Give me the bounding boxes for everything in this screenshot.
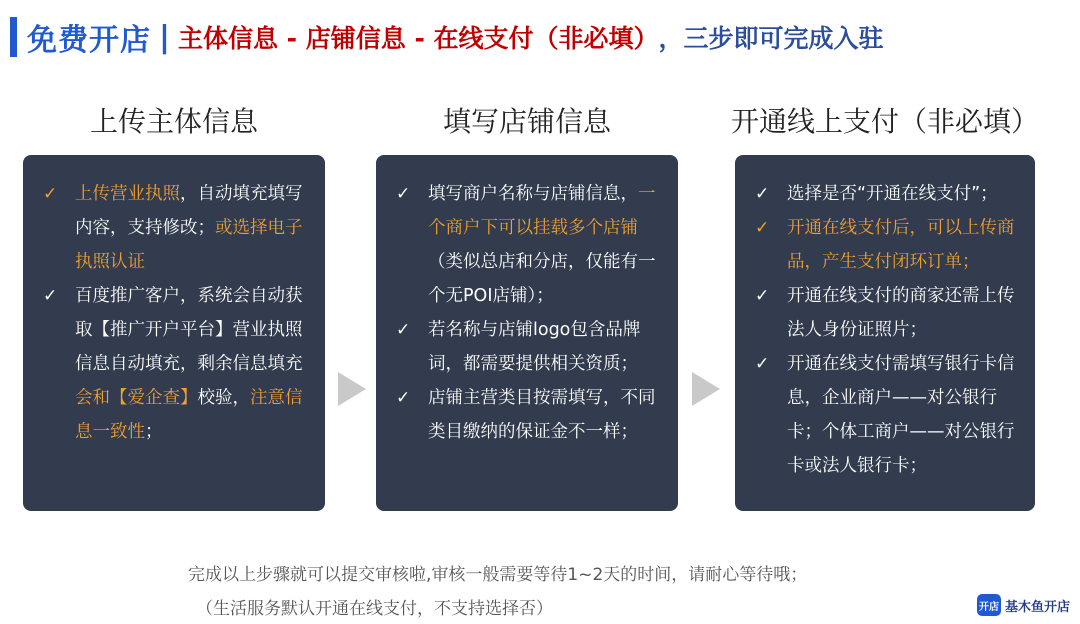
highlight-text: 一个商户下可以挂载多个店铺	[428, 184, 656, 238]
bullet-text-segment: 开通在线支付的商家还需上传法人身份证照片；	[787, 286, 1015, 340]
bullet-item	[755, 177, 1019, 211]
footer-note-line1: 完成以上步骤就可以提交审核啦,审核一般需要等待1~2天的时间，请耐心等待哦；	[188, 565, 808, 585]
highlight-text: 会和【爱企查】	[75, 388, 198, 408]
checkmark-icon: ✓	[755, 218, 770, 238]
checkmark-icon: ✓	[755, 184, 770, 204]
step-2-title: 填写店铺信息	[442, 105, 611, 138]
bullet-text-segment: 店铺主营类目按需填写，不同类目缴纳的保证金不一样；	[428, 388, 656, 442]
highlight-text: 开通在线支付后，可以上传商品，产生支付闭环订单；	[787, 218, 1015, 272]
header-separator: |	[159, 19, 170, 55]
bullet-item	[43, 177, 309, 279]
bullet-text-segment: ；	[145, 422, 163, 442]
bullet-text-segment: 若名称与店铺logo包含品牌词，都需要提供相关资质；	[428, 320, 641, 374]
bullet-text	[428, 177, 662, 313]
step-1-title: 上传主体信息	[89, 105, 258, 138]
step-1-card	[23, 155, 325, 511]
bullet-text	[787, 347, 1019, 483]
step-3-card	[735, 155, 1035, 511]
bullet-item	[396, 381, 662, 449]
checkmark-icon: ✓	[755, 286, 770, 306]
bullet-text-segment: （类似总店和分店，仅能有一个无POI店铺）；	[428, 252, 656, 306]
header-tail-text: ，三步即可完成入驻	[658, 24, 884, 53]
bullet-item	[396, 313, 662, 381]
bullet-text-segment: 百度推广客户，系统会自动获取【推广开户平台】营业执照信息自动填充，剩余信息填充	[75, 286, 303, 374]
header-accent-bar	[10, 17, 17, 57]
bullet-text	[787, 211, 1019, 279]
brand-logo	[977, 594, 1070, 616]
bullet-text	[787, 177, 998, 211]
bullet-text-segment: 选择是否“开通在线支付”；	[787, 184, 998, 204]
logo-badge-icon: 开店	[977, 594, 1001, 616]
bullet-item	[755, 279, 1019, 347]
highlight-text: 或选择电子执照认证	[75, 218, 303, 272]
checkmark-icon: ✓	[396, 388, 411, 408]
header-steps-text: 主体信息 - 店铺信息 - 在线支付（非必填）	[177, 24, 659, 53]
bullet-item	[755, 211, 1019, 279]
bullet-text-segment: 填写商户名称与店铺信息，	[428, 184, 638, 204]
step-2-card	[376, 155, 678, 511]
checkmark-icon: ✓	[396, 320, 411, 340]
checkmark-icon: ✓	[43, 184, 58, 204]
arrow-right-icon	[338, 372, 366, 406]
logo-text: 基木鱼开店	[1004, 599, 1070, 615]
step-3-title: 开通线上支付（非必填）	[730, 105, 1039, 138]
bullet-item	[43, 279, 309, 449]
checkmark-icon: ✓	[43, 286, 58, 306]
checkmark-icon: ✓	[755, 354, 770, 374]
bullet-text	[787, 279, 1019, 347]
highlight-text: 上传营业执照	[75, 184, 180, 204]
bullet-text	[428, 381, 662, 449]
checkmark-icon: ✓	[396, 184, 411, 204]
bullet-text-segment: 校验，	[197, 388, 250, 408]
bullet-text-segment: ，自动填充填写内容，支持修改；	[75, 184, 303, 238]
highlight-text: 注意信息一致性	[75, 388, 303, 442]
footer-note-line2: （生活服务默认开通在线支付，不支持选择否）	[196, 599, 553, 619]
page-header	[10, 14, 884, 60]
bullet-item	[755, 347, 1019, 483]
bullet-text-segment: 开通在线支付需填写银行卡信息，企业商户——对公银行卡；个体工商户——对公银行卡或法人银行卡；	[787, 354, 1015, 476]
bullet-text	[75, 177, 309, 279]
bullet-text	[428, 313, 662, 381]
bullet-text	[75, 279, 309, 449]
header-title: 免费开店	[27, 23, 151, 58]
bullet-item	[396, 177, 662, 313]
arrow-right-icon	[692, 372, 720, 406]
